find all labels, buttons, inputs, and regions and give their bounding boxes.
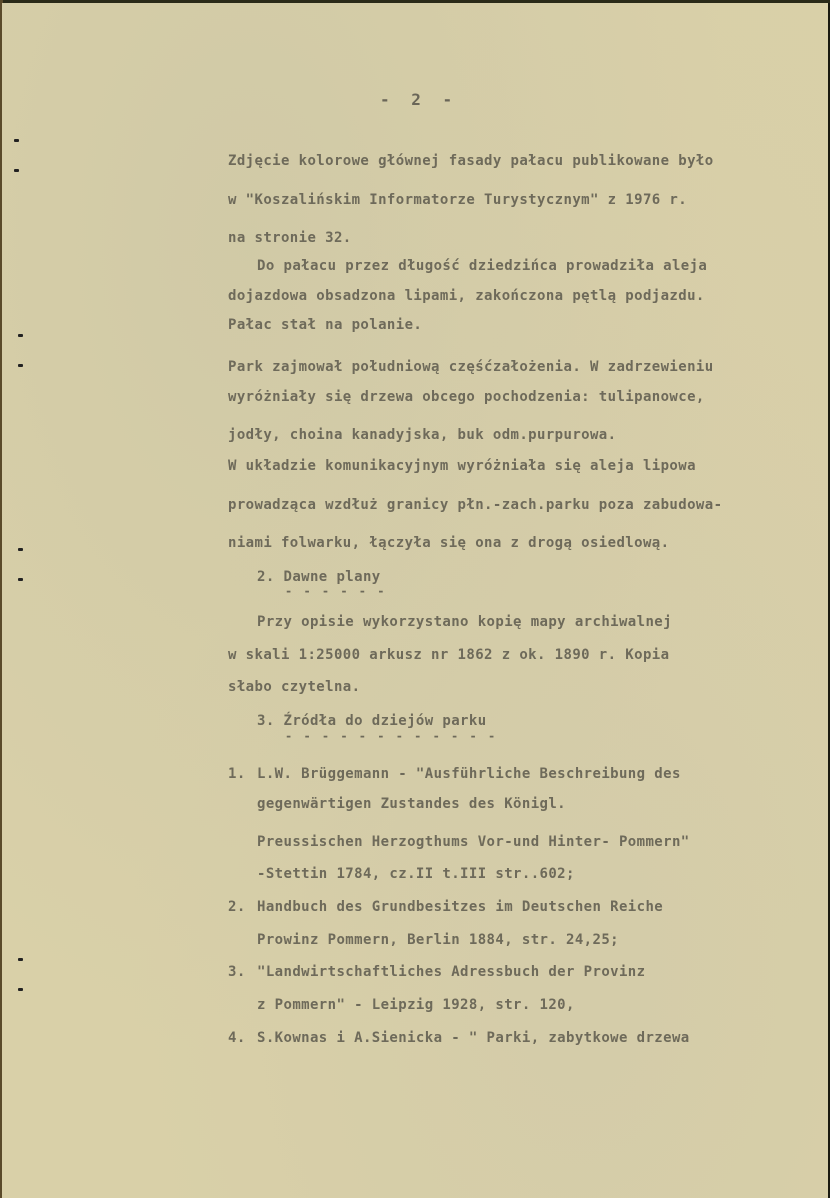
- page-number: - 2 -: [380, 90, 459, 109]
- paragraph-line: Do pałacu przez długość dziedzińca prowadziła aleja: [257, 258, 708, 274]
- heading-underline: - - - - - -: [285, 584, 387, 598]
- paragraph-line: niami folwarku, łączyła się ona z drogą osiedlową.: [228, 535, 670, 551]
- document-page: [2, 3, 828, 1198]
- paragraph-line: w "Koszalińskim Informatorze Turystycznym" z 1976 r.: [228, 192, 688, 208]
- binding-mark: [18, 958, 23, 961]
- source-line: S.Kownas i A.Sienicka - " Parki, zabytkowe drzewa: [257, 1030, 690, 1046]
- paragraph-line: słabo czytelna.: [228, 679, 361, 695]
- heading-underline: - - - - - - - - - - - -: [285, 729, 498, 743]
- paragraph-line: jodły, choina kanadyjska, buk odm.purpurowa.: [228, 427, 617, 443]
- source-line: Handbuch des Grundbesitzes im Deutschen Reiche: [257, 899, 664, 915]
- source-number: 3.: [228, 964, 246, 980]
- source-line: "Landwirtschaftliches Adressbuch der Provinz: [257, 964, 646, 980]
- paragraph-line: Park zajmował południową częśćzałożenia. W zadrzewieniu: [228, 359, 714, 375]
- source-number: 2.: [228, 899, 246, 915]
- binding-mark: [14, 169, 19, 172]
- paragraph-line: Zdjęcie kolorowe głównej fasady pałacu publikowane było: [228, 153, 714, 169]
- source-line: Preussischen Herzogthums Vor-und Hinter- Pommern": [257, 834, 690, 850]
- source-line: gegenwärtigen Zustandes des Königl.: [257, 796, 567, 812]
- source-line: Prowinz Pommern, Berlin 1884, str. 24,25;: [257, 932, 619, 948]
- source-line: L.W. Brüggemann - "Ausführliche Beschreibung des: [257, 766, 681, 782]
- paragraph-line: w skali 1:25000 arkusz nr 1862 z ok. 1890 r. Kopia: [228, 647, 670, 663]
- section-heading: 3. Źródła do dziejów parku: [257, 713, 487, 729]
- binding-mark: [18, 578, 23, 581]
- binding-mark: [14, 139, 19, 142]
- section-heading: 2. Dawne plany: [257, 569, 381, 585]
- paragraph-line: Pałac stał na polanie.: [228, 317, 423, 333]
- source-number: 1.: [228, 766, 246, 782]
- binding-mark: [18, 988, 23, 991]
- paragraph-line: Przy opisie wykorzystano kopię mapy archiwalnej: [257, 614, 672, 630]
- source-number: 4.: [228, 1030, 246, 1046]
- binding-mark: [18, 548, 23, 551]
- source-line: -Stettin 1784, cz.II t.III str..602;: [257, 866, 575, 882]
- source-line: z Pommern" - Leipzig 1928, str. 120,: [257, 997, 575, 1013]
- paragraph-line: prowadząca wzdłuż granicy płn.-zach.parku poza zabudowa-: [228, 497, 723, 513]
- binding-mark: [18, 334, 23, 337]
- binding-mark: [18, 364, 23, 367]
- paragraph-line: dojazdowa obsadzona lipami, zakończona pętlą podjazdu.: [228, 288, 705, 304]
- paragraph-line: na stronie 32.: [228, 230, 352, 246]
- paragraph-line: W układzie komunikacyjnym wyróżniała się aleja lipowa: [228, 458, 696, 474]
- paragraph-line: wyróżniały się drzewa obcego pochodzenia: tulipanowce,: [228, 389, 705, 405]
